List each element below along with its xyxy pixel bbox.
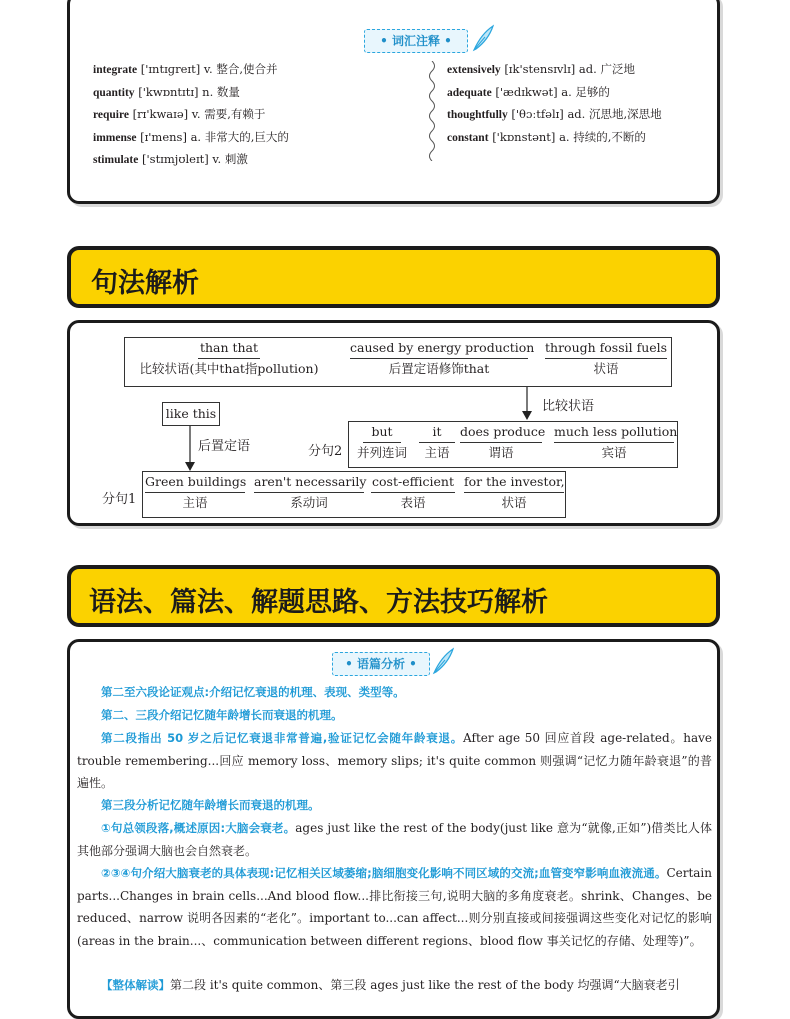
vocab-panel [67, 0, 720, 204]
arrow1-label: 比较状语 [542, 399, 595, 414]
clause2-label: 分句2 [308, 444, 343, 459]
arrow2-label: 后置定语 [198, 439, 251, 454]
vocab-tag: • 词汇注释 • [364, 29, 468, 53]
vocab-item: extensively [ɪk'stensɪvlɪ] ad. 广泛地 [447, 62, 635, 76]
analysis-banner-title: 语法、篇法、解题思路、方法技巧解析 [89, 587, 548, 618]
clause1-label: 分句1 [102, 492, 137, 507]
arrow-down [521, 387, 533, 421]
analysis-paragraph: 第三段分析记忆随年龄增长而衰退的机理。 [101, 798, 320, 812]
clause1-item: aren't necessarily 系动词 [254, 474, 367, 510]
arrow-down [184, 426, 196, 472]
top-row-item: through fossil fuels 状语 [545, 340, 668, 376]
syntax-banner-title: 句法解析 [91, 268, 199, 299]
vocab-item: thoughtfully ['θɔːtfəlɪ] ad. 沉思地,深思地 [447, 107, 662, 121]
vocab-item: immense [ɪ'mens] a. 非常大的,巨大的 [93, 129, 289, 144]
clause2-item: it 主语 [419, 423, 455, 462]
analysis-banner [67, 565, 720, 627]
top-row-item: than that 比较状语(其中that指pollution) [139, 340, 319, 376]
top-row-item: caused by energy production 后置定语修饰that [350, 340, 535, 376]
clause1-item: Green buildings 主语 [145, 474, 247, 510]
vocab-item: stimulate ['stɪmjʊleɪt] v. 刺激 [93, 152, 248, 166]
analysis-paragraph: 【整体解读】第二段 it's quite common、第三段 ages just like the rest of the body 均强调“大脑衰老引 [101, 978, 680, 992]
vocab-left-column [93, 59, 289, 172]
analysis-paragraph: 第二、三段介绍记忆随年龄增长而衰退的机理。 [101, 708, 343, 722]
vocab-item: quantity ['kwɒntɪtɪ] n. 数量 [93, 84, 240, 99]
vocab-item: constant ['kɒnstənt] a. 持续的,不断的 [447, 129, 646, 144]
clause2-item: but 并列连词 [356, 424, 407, 460]
vocab-item: adequate ['ædɪkwət] a. 足够的 [447, 84, 610, 99]
analysis-paragraph: ②③④句介绍大脑衰老的具体表现:记忆相关区域萎缩;脑细胞变化影响不同区域的交流;血管变窄影响血液流通。Certain parts...Changes in brain cells...And blood flow...排比衔接三句,说明大脑的多角度衰老。shrink、Changes、be reduced、narrow 说明各因素的“老化”。important to...can affect...则分别直接或间接强调这些变化对记忆的影响(areas in the brain...、communication between different regions、blood flow 事关记忆的存储、处理等)”。 [77, 866, 712, 948]
vocab-right-column [447, 59, 662, 149]
syntax-panel [67, 320, 720, 526]
clause2-item: much less pollution 宾语 [554, 424, 678, 460]
clause2-item: does produce 谓语 [460, 424, 546, 460]
analysis-paragraph: ①句总领段落,概述原因:大脑会衰老。ages just like the rest of the body(just like 意为“就像,正如”)借类比人体其他部分强调大脑也会自然衰老。 [77, 821, 712, 858]
vocab-item: integrate ['ɪntɪɡreɪt] v. 整合,使合并 [93, 62, 278, 76]
wavy-divider [426, 61, 438, 161]
clause1-item: for the investor, 状语 [464, 474, 565, 510]
analysis-paragraph: 第二段指出 50 岁之后记忆衰退非常普遍,验证记忆会随年龄衰退。After age 50 回应首段 age-related。have trouble remembering...回应 memory loss、memory slips; it's quite common 则强调“记忆力随年龄衰退”的普遍性。 [77, 731, 712, 790]
analysis-tag: • 语篇分析 • [332, 652, 430, 676]
syntax-banner [67, 246, 720, 308]
analysis-paragraph: 第二至六段论证观点:介绍记忆衰退的机理、表现、类型等。 [101, 685, 405, 699]
clause1-item: cost-efficient 表语 [372, 474, 454, 510]
quill-icon [470, 23, 496, 53]
vocab-item: require [rɪ'kwaɪə] v. 需要,有赖于 [93, 107, 266, 121]
quill-icon [430, 646, 456, 676]
like-this-box: like this [162, 402, 220, 426]
